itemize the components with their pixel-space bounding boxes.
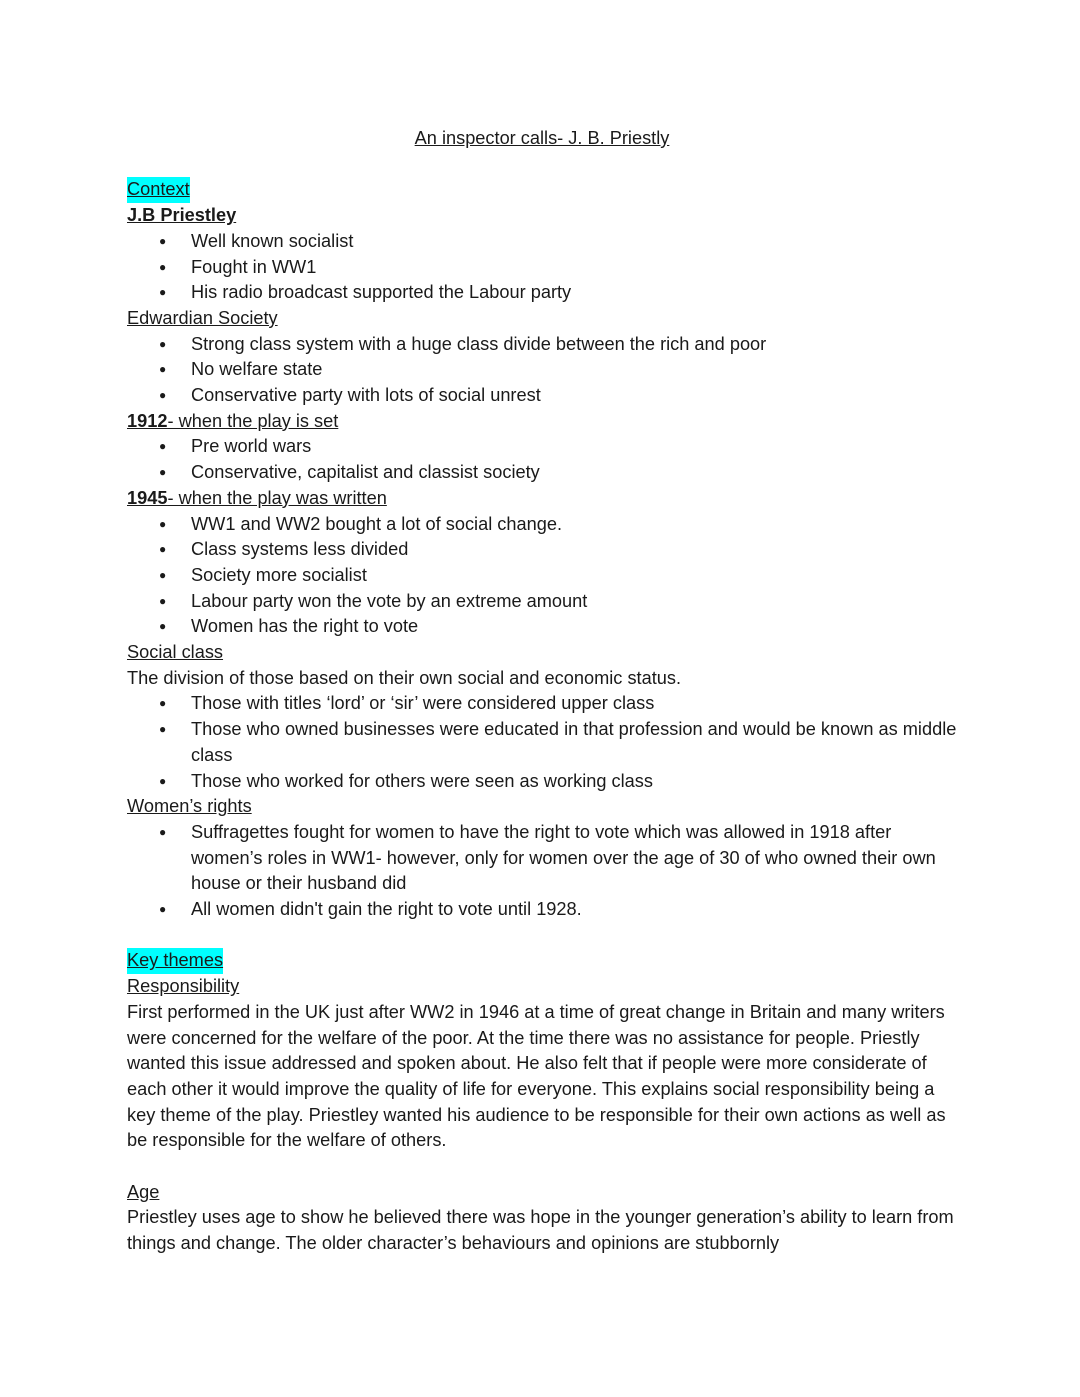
list-1912	[127, 434, 957, 485]
list-item: ● All women didn't gain the right to vote until 1928.	[127, 897, 957, 923]
list-social-class	[127, 691, 957, 794]
section-heading-context: Context	[127, 177, 190, 203]
bullet-icon: ●	[159, 465, 167, 480]
subheading-social-class: Social class	[127, 642, 224, 663]
bullet-icon: ●	[159, 388, 167, 403]
bullet-icon: ●	[159, 259, 167, 274]
list-item: ● No welfare state	[127, 357, 957, 383]
social-class-intro: The division of those based on their own social and economic status.	[127, 667, 682, 688]
subheading-responsibility: Responsibility	[127, 976, 240, 997]
subheading-priestley: J.B Priestley	[127, 205, 237, 226]
list-edwardian	[127, 332, 957, 409]
subheading-age: Age	[127, 1181, 160, 1202]
age-paragraph: Priestley uses age to show he believed there was hope in the younger generation’s ability to learn from things and change. The older character’s behaviours and opinions are stubbornly	[127, 1207, 954, 1254]
responsibility-paragraph: First performed in the UK just after WW2 in 1946 at a time of great change in Britain and many writers were concerned for the welfare of the poor. At the time there was no assistance for people. Priestly wanted this issue addressed and spoken about. He also felt that if people were more considerate of each other it would improve the quality of life for everyone. This explains social responsibility being a key theme of the play. Priestley wanted his audience to be responsible for their own actions as well as be responsible for the welfare of others.	[127, 1001, 946, 1151]
document-title: An inspector calls- J. B. Priestly	[414, 128, 670, 148]
list-womens-rights	[127, 820, 957, 923]
document-page	[127, 126, 957, 1257]
bullet-icon: ●	[159, 285, 167, 300]
bullet-icon: ●	[159, 336, 167, 351]
list-item: ● Pre world wars	[127, 434, 957, 460]
list-item: ● Conservative party with lots of social unrest	[127, 383, 957, 409]
bullet-icon: ●	[159, 567, 167, 582]
list-1945	[127, 512, 957, 641]
list-item: ● Those who worked for others were seen as working class	[127, 769, 957, 795]
subheading-1912: 1912- when the play is set	[127, 410, 339, 431]
bullet-icon: ●	[159, 773, 167, 788]
subheading-edwardian: Edwardian Society	[127, 307, 278, 328]
spacer	[127, 923, 957, 949]
bullet-icon: ●	[159, 824, 167, 839]
list-item: ● Those who owned businesses were educated in that profession and would be known as middle class	[159, 719, 957, 765]
bullet-icon: ●	[159, 902, 167, 917]
bullet-icon: ●	[159, 362, 167, 377]
section-heading-key-themes: Key themes	[127, 948, 223, 974]
bullet-icon: ●	[159, 233, 167, 248]
list-item: ● Fought in WW1	[127, 255, 957, 281]
bullet-icon: ●	[159, 439, 167, 454]
list-item: ● Strong class system with a huge class divide between the rich and poor	[127, 332, 957, 358]
list-item: ● Suffragettes fought for women to have the right to vote which was allowed in 1918 after women’s roles in WW1- however, only for women over the age of 30 of who owned their own house or their husband did	[159, 821, 936, 894]
subheading-womens-rights: Women’s rights	[127, 796, 252, 817]
list-item: ● Class systems less divided	[127, 537, 957, 563]
list-item: ● Those with titles ‘lord’ or ‘sir’ were considered upper class	[127, 691, 957, 717]
list-item: ● Well known socialist	[127, 229, 957, 255]
subheading-1945: 1945- when the play was written	[127, 487, 387, 508]
list-item: ● Labour party won the vote by an extreme amount	[127, 589, 957, 615]
bullet-icon: ●	[159, 593, 167, 608]
list-priestley	[127, 229, 957, 306]
list-item: ● Conservative, capitalist and classist society	[127, 460, 957, 486]
spacer	[127, 1154, 957, 1180]
bullet-icon: ●	[159, 722, 167, 737]
list-item: ● WW1 and WW2 bought a lot of social change.	[127, 512, 957, 538]
bullet-icon: ●	[159, 542, 167, 557]
bullet-icon: ●	[159, 516, 167, 531]
bullet-icon: ●	[159, 619, 167, 634]
list-item: ● His radio broadcast supported the Labour party	[127, 280, 957, 306]
bullet-icon: ●	[159, 696, 167, 711]
list-item: ● Society more socialist	[127, 563, 957, 589]
list-item: ● Women has the right to vote	[127, 614, 957, 640]
